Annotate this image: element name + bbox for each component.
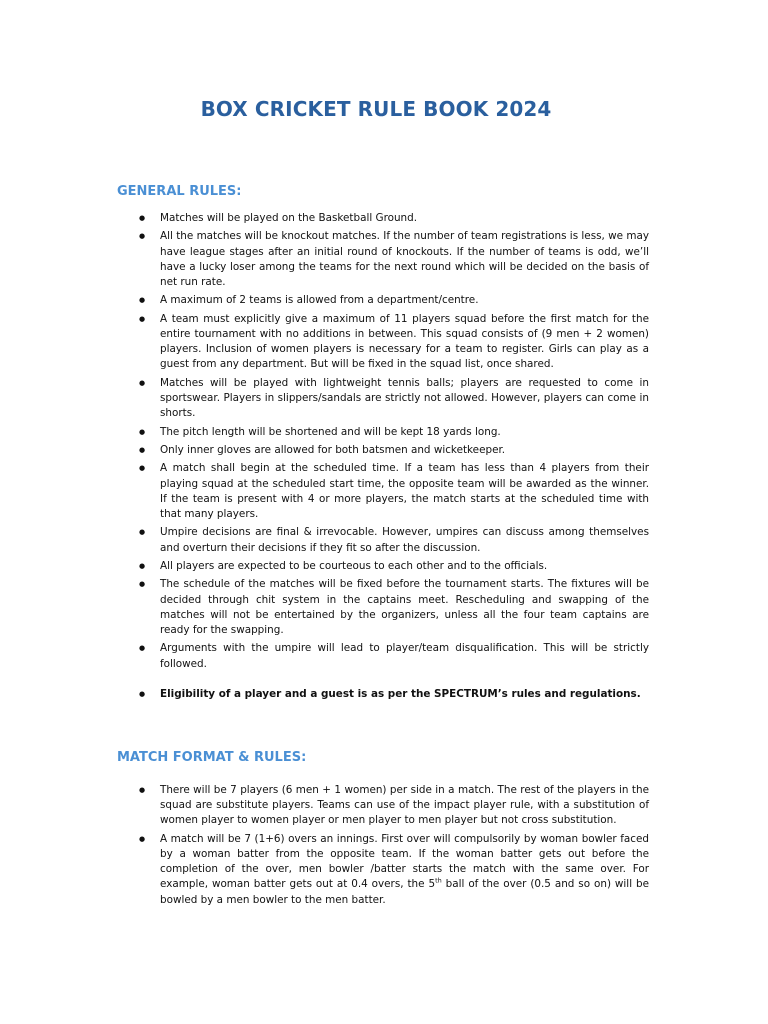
list-item: ● A team must explicitly give a maximum of 11 players squad before the first match for the entire tournament with no additions in between. This squad consists of (9 men + 2 women) players. Inclusion of women players is necessary for a team to register. Girls can play as a guest from any department. But will be fixed in the squad list, once shared. [136, 312, 649, 373]
list-item [136, 832, 649, 908]
list-item: ● Arguments with the umpire will lead to player/team disqualification. This will be strictly followed. [136, 641, 649, 671]
match-format-heading: MATCH FORMAT & RULES: [117, 750, 307, 765]
list-item: ● Umpire decisions are final & irrevocable. However, umpires can discuss among themselves and overturn their decisions if they fit so after the discussion. [136, 525, 649, 555]
eligibility-rule: ● Eligibility of a player and a guest is as per the SPECTRUM’s rules and regulations. [136, 687, 649, 702]
list-item: ● The schedule of the matches will be fixed before the tournament starts. The fixtures will be decided through chit system in the captains meet. Rescheduling and swapping of the matches will not be entertained by the organizers, unless all the four team captains are ready for the swapping. [136, 577, 649, 638]
list-item: ● All players are expected to be courteous to each other and to the officials. [136, 559, 649, 574]
rule-text: A match will be 7 (1+6) overs an innings. First over will compulsorily by woman bowler faced by a woman batter from the opposite team. If the woman batter gets out before the completion of the over, men bowler /batter starts the match with the same over. For example, woman batter gets out at 0.4 overs, the 5 [160, 832, 649, 891]
list-item: ● The pitch length will be shortened and will be kept 18 yards long. [136, 425, 649, 440]
document-title: BOX CRICKET RULE BOOK 2024 [200, 97, 552, 121]
general-rules-heading: GENERAL RULES: [117, 184, 242, 199]
ordinal-suffix: th [435, 876, 442, 885]
list-item: ● Only inner gloves are allowed for both batsmen and wicketkeeper. [136, 443, 649, 458]
list-item: ● A maximum of 2 teams is allowed from a department/centre. [136, 293, 649, 308]
list-item: ● A match shall begin at the scheduled time. If a team has less than 4 players from their playing squad at the scheduled start time, the opposite team will be awarded as the winner. If the team is present with 4 or more players, the match starts at the scheduled time with that many players. [136, 461, 649, 522]
list-item: ● All the matches will be knockout matches. If the number of team registrations is less, we may have league stages after an initial round of knockouts. If the number of teams is odd, we’ll have a lucky loser among the teams for the next round which will be decided on the basis of net run rate. [136, 229, 649, 290]
rule-text: ball of the over (0.5 and so on) will be bowled by a men bowler to the men batter. [160, 878, 649, 906]
match-rules-list [136, 783, 649, 911]
general-rules-list [136, 211, 649, 705]
list-item: ● Matches will be played on the Basketball Ground. [136, 211, 649, 226]
list-item: ● There will be 7 players (6 men + 1 women) per side in a match. The rest of the players in the squad are substitute players. Teams can use of the impact player rule, with a substitution of women player to women player or men player to men player but not cross substitution. [136, 783, 649, 829]
list-item: ● Matches will be played with lightweight tennis balls; players are requested to come in sportswear. Players in slippers/sandals are strictly not allowed. However, players can come in shorts. [136, 376, 649, 422]
